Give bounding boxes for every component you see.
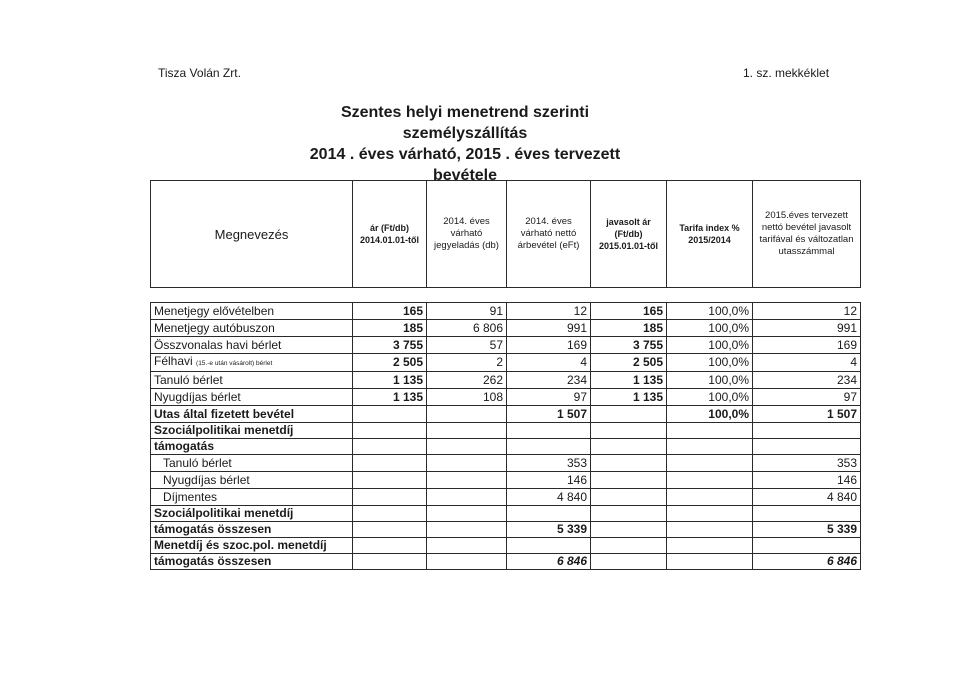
row-label-line-1: Szociálpolitikai menetdíj — [151, 423, 353, 439]
cell-revenue-2015: 146 — [753, 472, 861, 489]
cell-price-2014: 165 — [353, 303, 427, 320]
company-name: Tisza Volán Zrt. — [158, 66, 241, 80]
title-line-1: Szentes helyi menetrend szerinti személyszállítás — [340, 104, 590, 142]
col-header-price-2014: ár (Ft/db) 2014.01.01-től — [353, 181, 427, 288]
cell-price-2014: 2 505 — [353, 354, 427, 372]
row-label-line-2: támogatás — [151, 439, 353, 455]
cell-revenue-2015: 234 — [753, 372, 861, 389]
col-header-revenue-2015: 2015.éves tervezett nettó bevétel javasolt tarifával és változatlan utasszámmal — [753, 181, 861, 288]
cell-proposed-price: 3 755 — [591, 337, 667, 354]
cell-tariff-index: 100,0% — [667, 337, 753, 354]
cell-revenue-2014: 5 339 — [507, 522, 591, 538]
cell-proposed-price: 1 135 — [591, 372, 667, 389]
cell-revenue-2015: 4 840 — [753, 489, 861, 506]
row-label-line-1: Menetdíj és szoc.pol. menetdíj — [151, 538, 353, 554]
cell-price-2014: 3 755 — [353, 337, 427, 354]
table-row — [151, 389, 861, 406]
table-row-subtotal — [151, 406, 861, 423]
cell-revenue-2015: 353 — [753, 455, 861, 472]
cell-tickets-2014: 2 — [427, 354, 507, 372]
cell-revenue-2014: 169 — [507, 337, 591, 354]
row-label: Nyugdíjas bérlet — [151, 389, 353, 406]
table-row-grand-total — [151, 538, 861, 554]
table-row-total — [151, 506, 861, 522]
cell-tariff-index: 100,0% — [667, 320, 753, 337]
table-row — [151, 455, 861, 472]
cell-revenue-2015: 991 — [753, 320, 861, 337]
cell-revenue-2014: 12 — [507, 303, 591, 320]
cell-tariff-index: 100,0% — [667, 372, 753, 389]
cell-tickets-2014: 6 806 — [427, 320, 507, 337]
row-label-line-1: Szociálpolitikai menetdíj — [151, 506, 353, 522]
table-row — [151, 320, 861, 337]
row-label: Menetjegy elővételben — [151, 303, 353, 320]
cell-tariff-index: 100,0% — [667, 303, 753, 320]
table-row — [151, 303, 861, 320]
cell-proposed-price: 1 135 — [591, 389, 667, 406]
table-row-section-cont — [151, 439, 861, 455]
col-header-tickets-2014: 2014. éves várható jegyeladás (db) — [427, 181, 507, 288]
table-row — [151, 354, 861, 372]
cell-revenue-2014: 991 — [507, 320, 591, 337]
title-line-2: 2014 . éves várható, 2015 . éves tervezett bevétele — [309, 146, 621, 184]
cell-revenue-2014: 353 — [507, 455, 591, 472]
row-label: Összvonalas havi bérlet — [151, 337, 353, 354]
cell-proposed-price: 2 505 — [591, 354, 667, 372]
table-row-total-cont — [151, 522, 861, 538]
table-row — [151, 372, 861, 389]
table-row-section — [151, 423, 861, 439]
table-row — [151, 489, 861, 506]
row-label: Díjmentes — [151, 489, 353, 506]
document-title — [300, 102, 630, 186]
cell-revenue-2014: 4 — [507, 354, 591, 372]
col-header-revenue-2014: 2014. éves várható nettó árbevétel (eFt) — [507, 181, 591, 288]
cell-revenue-2015: 6 846 — [753, 554, 861, 570]
annex-label: 1. sz. mekkéklet — [743, 66, 830, 80]
cell-revenue-2015: 97 — [753, 389, 861, 406]
table-header-row — [151, 181, 861, 288]
col-header-tariff-index: Tarifa index % 2015/2014 — [667, 181, 753, 288]
cell-tickets-2014: 108 — [427, 389, 507, 406]
cell-revenue-2015: 4 — [753, 354, 861, 372]
col-header-proposed-price: javasolt ár (Ft/db) 2015.01.01-től — [591, 181, 667, 288]
cell-revenue-2015: 169 — [753, 337, 861, 354]
cell-revenue-2014: 1 507 — [507, 406, 591, 423]
row-label: Utas által fizetett bevétel — [151, 406, 353, 423]
cell-revenue-2014: 234 — [507, 372, 591, 389]
table-row — [151, 337, 861, 354]
row-label-main: Félhavi — [154, 354, 193, 368]
cell-revenue-2014: 97 — [507, 389, 591, 406]
cell-price-2014: 1 135 — [353, 372, 427, 389]
cell-tariff-index: 100,0% — [667, 354, 753, 372]
cell-revenue-2014: 146 — [507, 472, 591, 489]
row-label — [151, 354, 353, 372]
cell-tariff-index: 100,0% — [667, 389, 753, 406]
table-row — [151, 472, 861, 489]
row-label: Tanuló bérlet — [151, 372, 353, 389]
table-row-grand-total-cont — [151, 554, 861, 570]
row-label: Tanuló bérlet — [151, 455, 353, 472]
row-label-line-2: támogatás összesen — [151, 522, 353, 538]
row-label: Nyugdíjas bérlet — [151, 472, 353, 489]
row-label: Menetjegy autóbuszon — [151, 320, 353, 337]
cell-tickets-2014: 262 — [427, 372, 507, 389]
row-label-note: (15.-e után vásárolt) bérlet — [196, 360, 273, 367]
cell-revenue-2014: 6 846 — [507, 554, 591, 570]
cell-tariff-index: 100,0% — [667, 406, 753, 423]
row-label-line-2: támogatás összesen — [151, 554, 353, 570]
cell-proposed-price: 165 — [591, 303, 667, 320]
cell-tickets-2014: 91 — [427, 303, 507, 320]
spacer-row — [151, 288, 861, 303]
cell-tickets-2014: 57 — [427, 337, 507, 354]
cell-proposed-price: 185 — [591, 320, 667, 337]
cell-revenue-2014: 4 840 — [507, 489, 591, 506]
cell-revenue-2015: 1 507 — [753, 406, 861, 423]
col-header-name: Megnevezés — [151, 181, 353, 288]
cell-price-2014: 1 135 — [353, 389, 427, 406]
revenue-table — [150, 180, 861, 570]
cell-revenue-2015: 5 339 — [753, 522, 861, 538]
cell-price-2014: 185 — [353, 320, 427, 337]
cell-revenue-2015: 12 — [753, 303, 861, 320]
